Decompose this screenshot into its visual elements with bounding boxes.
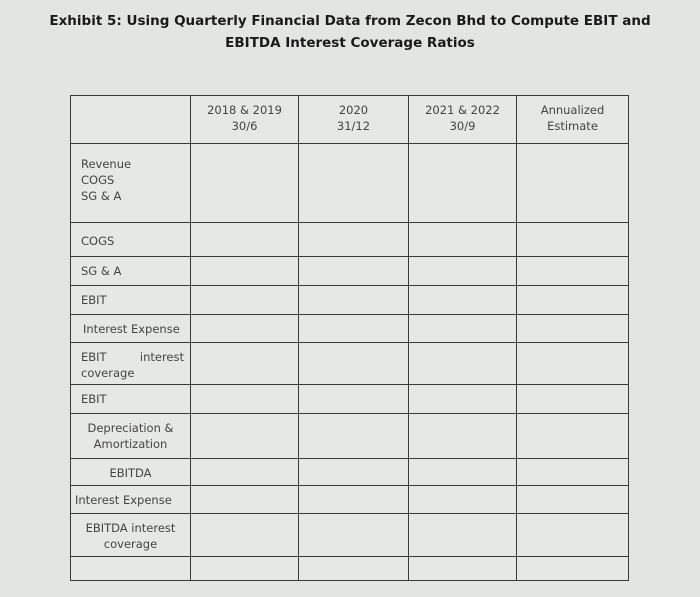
input-cell[interactable] [517,414,629,459]
exhibit-title-line2: EBITDA Interest Coverage Ratios [225,35,475,51]
header-row [71,96,629,144]
input-cell[interactable] [409,144,517,223]
column-header: Annualized Estimate [517,96,629,144]
row-label: EBITDA [71,459,191,486]
input-cell[interactable] [191,514,299,557]
input-cell[interactable] [299,144,409,223]
input-cell[interactable] [517,486,629,514]
input-cell[interactable] [299,223,409,257]
table-row [71,223,629,257]
row-label: COGS [71,223,191,257]
input-cell[interactable] [299,514,409,557]
row-label: Revenue COGS SG & A [71,144,191,223]
exhibit-title-line1: Exhibit 5: Using Quarterly Financial Data from Zecon Bhd to Compute EBIT and [49,13,651,29]
input-cell[interactable] [299,557,409,581]
input-cell[interactable] [299,459,409,486]
input-cell[interactable] [517,257,629,286]
row-label: Interest Expense [71,315,191,343]
input-cell[interactable] [409,459,517,486]
input-cell[interactable] [299,286,409,315]
input-cell[interactable] [409,514,517,557]
table-row [71,315,629,343]
row-label: Interest Expense [71,486,191,514]
input-cell[interactable] [191,144,299,223]
table-row [71,557,629,581]
input-cell[interactable] [409,486,517,514]
row-label: EBIT [71,286,191,315]
input-cell[interactable] [409,315,517,343]
table-row [71,144,629,223]
row-label: EBIT interest coverage [71,343,191,385]
row-label: EBITDA interest coverage [71,514,191,557]
table-row [71,286,629,315]
input-cell[interactable] [191,459,299,486]
input-cell[interactable] [409,257,517,286]
table-row [71,385,629,414]
column-header: 2021 & 2022 30/9 [409,96,517,144]
row-label: Depreciation & Amortization [71,414,191,459]
input-cell[interactable] [299,486,409,514]
input-cell[interactable] [191,343,299,385]
input-cell[interactable] [409,286,517,315]
input-cell[interactable] [191,286,299,315]
input-cell[interactable] [517,557,629,581]
column-header: 2018 & 2019 30/6 [191,96,299,144]
input-cell[interactable] [517,286,629,315]
table-row [71,414,629,459]
input-cell[interactable] [517,144,629,223]
table-row [71,257,629,286]
input-cell[interactable] [409,557,517,581]
input-cell[interactable] [191,414,299,459]
corner-cell [71,96,191,144]
input-cell[interactable] [517,385,629,414]
input-cell[interactable] [299,343,409,385]
input-cell[interactable] [191,385,299,414]
input-cell[interactable] [517,459,629,486]
input-cell[interactable] [409,343,517,385]
input-cell[interactable] [299,414,409,459]
input-cell[interactable] [191,486,299,514]
input-cell[interactable] [517,514,629,557]
input-cell[interactable] [299,315,409,343]
input-cell[interactable] [409,223,517,257]
input-cell[interactable] [191,557,299,581]
input-cell[interactable] [409,385,517,414]
table-row [71,486,629,514]
input-cell[interactable] [299,385,409,414]
input-cell[interactable] [517,343,629,385]
column-header: 2020 31/12 [299,96,409,144]
input-cell[interactable] [409,414,517,459]
input-cell[interactable] [299,257,409,286]
row-label: SG & A [71,257,191,286]
table-row [71,459,629,486]
input-cell[interactable] [191,223,299,257]
coverage-table [70,95,629,581]
input-cell[interactable] [191,257,299,286]
row-label: EBIT [71,385,191,414]
input-cell[interactable] [517,315,629,343]
table-row [71,514,629,557]
input-cell[interactable] [517,223,629,257]
row-label [71,557,191,581]
table-row [71,343,629,385]
input-cell[interactable] [191,315,299,343]
